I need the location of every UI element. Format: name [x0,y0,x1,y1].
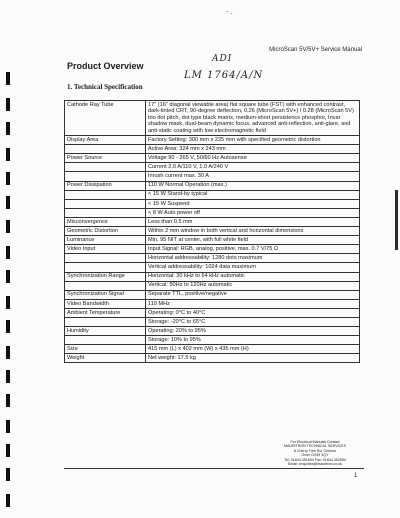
contact-stamp-line: For Electrical Manuals Contact [290,440,340,444]
spec-value: Voltage 90 - 265 V, 50/60 Hz Autosense [146,154,360,163]
spec-label: Geometric Distortion [65,227,146,236]
spec-value: 415 mm (L) x 402 mm (W) x 435 mm (H) [146,345,360,354]
spec-value: Input Signal: RGB, analog, positive, max. 0.7 V/75 Ω [146,245,360,254]
spec-label: Power Source [65,154,146,163]
binder-mark [6,196,10,209]
contact-stamp-line: Tel: 01844 351694 Fax: 01844 352554 [284,457,346,462]
binder-mark [6,346,10,359]
spec-row [65,172,360,181]
section-title: 1. Technical Specification [67,83,143,91]
binder-mark [6,98,10,111]
spec-row [65,317,360,326]
spec-row [65,145,360,154]
spec-label [65,190,146,199]
spec-label: Video Input [65,245,146,254]
spec-label: Misconvergence [65,217,146,226]
spec-row [65,199,360,208]
contact-stamp-line: MAURITRON TECHNICAL SERVICES [283,444,347,449]
manual-title: MicroScan 5V/5V+ Service Manual [269,47,362,53]
spec-row [65,263,360,272]
spec-row [65,163,360,172]
spec-value: < 15 W Suspend [146,199,360,208]
spec-value: Vertical addressability: 1024 data maximum [146,263,360,272]
binder-mark [6,494,10,507]
spec-value: Operating: 0°C to 40°C [146,308,360,317]
spec-value: Current 2.0 A/110 V, 1.0 A/240 V [146,163,360,172]
spec-label: Cathode Ray Tube [65,101,146,136]
spec-value: 110 W Normal Operation (max.) [146,181,360,190]
spec-label [65,199,146,208]
spec-label: Synchronization Range [65,272,146,281]
scan-edge-mark [395,190,398,250]
spec-row [65,236,360,245]
spec-label: Size [65,345,146,354]
binder-mark [6,468,10,481]
spec-value: Horizontal addressability: 1280 dots maximum [146,254,360,263]
spec-table [64,100,360,363]
spec-label: Video Bandwidth [65,299,146,308]
spec-label [65,172,146,181]
spec-label: Weight [65,354,146,363]
binder-mark [6,394,10,407]
spec-label [65,254,146,263]
spec-row [65,254,360,263]
spec-value: Separate TTL, positive/negative [146,290,360,299]
page-number: 1 [354,473,358,479]
spec-value: 17" (16" diagonal viewable area) flat square tube (FST) with enhanced contrast, dark-tinted CRT, 90-degree deflection, 0.26 (MicroScan 5V+) / 0.28 (MicroScan 5V) trio dot pitch, dot type black matrix, medium-short persistence phosphor, Invar shadow mask, dual-beam dynamic focus, advanced anti-reflection, anti-glare, and anti-static coating with low electromagnetic field [146,101,360,136]
spec-row [65,308,360,317]
spec-label: Synchronization Signal [65,290,146,299]
spec-row [65,299,360,308]
binder-mark [6,122,10,135]
spec-row [65,327,360,336]
spec-label [65,317,146,326]
spec-value: Min. 95 NIT at center, with full white field [146,236,360,245]
spec-row [65,190,360,199]
spec-row [65,227,360,236]
contact-stamp-line: Oxon OX39 4QY [301,453,329,458]
contact-stamp-line: 8 Cherry Tree Rd, Chinnor [293,448,337,453]
binder-mark [6,220,10,233]
spec-row [65,354,360,363]
spec-value: Operating: 20% to 95% [146,327,360,336]
spec-value: Storage: 10% to 95% [146,336,360,345]
spec-value: < 15 W Stand-by typical [146,190,360,199]
spec-label [65,336,146,345]
spec-label: Ambient Temperature [65,308,146,317]
spec-row [65,336,360,345]
spec-label [65,281,146,290]
binder-mark [6,370,10,383]
spec-label: Power Dissipation [65,181,146,190]
spec-label [65,263,146,272]
contact-stamp-line: Email: enquiries@mauritron.co.uk [288,462,342,467]
binder-mark [6,246,10,259]
spec-value: Vertical: 50Hz to 120Hz automatic [146,281,360,290]
spec-value: 110 MHz [146,299,360,308]
spec-row [65,345,360,354]
handwritten-note-1: ADI [212,54,233,64]
binder-mark [6,72,10,85]
spec-row [65,217,360,226]
spec-row [65,154,360,163]
handwritten-note-2: LM 1764/A/N [184,70,264,81]
binder-mark [6,420,10,433]
spec-value: Less than 0.5 mm [146,217,360,226]
spec-value: Horizontal: 30 kHz to 64 kHz automatic [146,272,360,281]
spec-label [65,208,146,217]
spec-label: Luminance [65,236,146,245]
spec-row [65,101,360,136]
contact-stamp [268,440,362,466]
spec-value: Storage: -20°C to 65°C [146,317,360,326]
spec-value: Inrush current max. 30 A [146,172,360,181]
footer-rule [64,468,364,469]
spec-value: Within 2 mm window in both vertical and horizontal dimensions [146,227,360,236]
spec-value: Factory Setting: 300 mm x 225 mm with specified geometric distortion [146,136,360,145]
spec-label [65,145,146,154]
spec-label [65,163,146,172]
binder-mark [6,172,10,185]
spec-row [65,281,360,290]
spec-label: Display Area [65,136,146,145]
binder-mark [6,148,10,161]
spec-row [65,181,360,190]
spec-label: Humidity [65,327,146,336]
spec-row [65,272,360,281]
spec-row [65,290,360,299]
header-scrawl: - . [226,8,233,16]
binder-mark [6,444,10,457]
spec-row [65,208,360,217]
spec-row [65,245,360,254]
binder-mark [6,270,10,283]
spec-value: Net weight: 17.5 kg [146,354,360,363]
binder-mark [6,296,10,309]
binder-mark [6,320,10,333]
page-title: Product Overview [67,61,144,71]
spec-value: Active Area: 324 mm x 243 mm [146,145,360,154]
spec-value: < 8 W Auto power off [146,208,360,217]
spec-row [65,136,360,145]
